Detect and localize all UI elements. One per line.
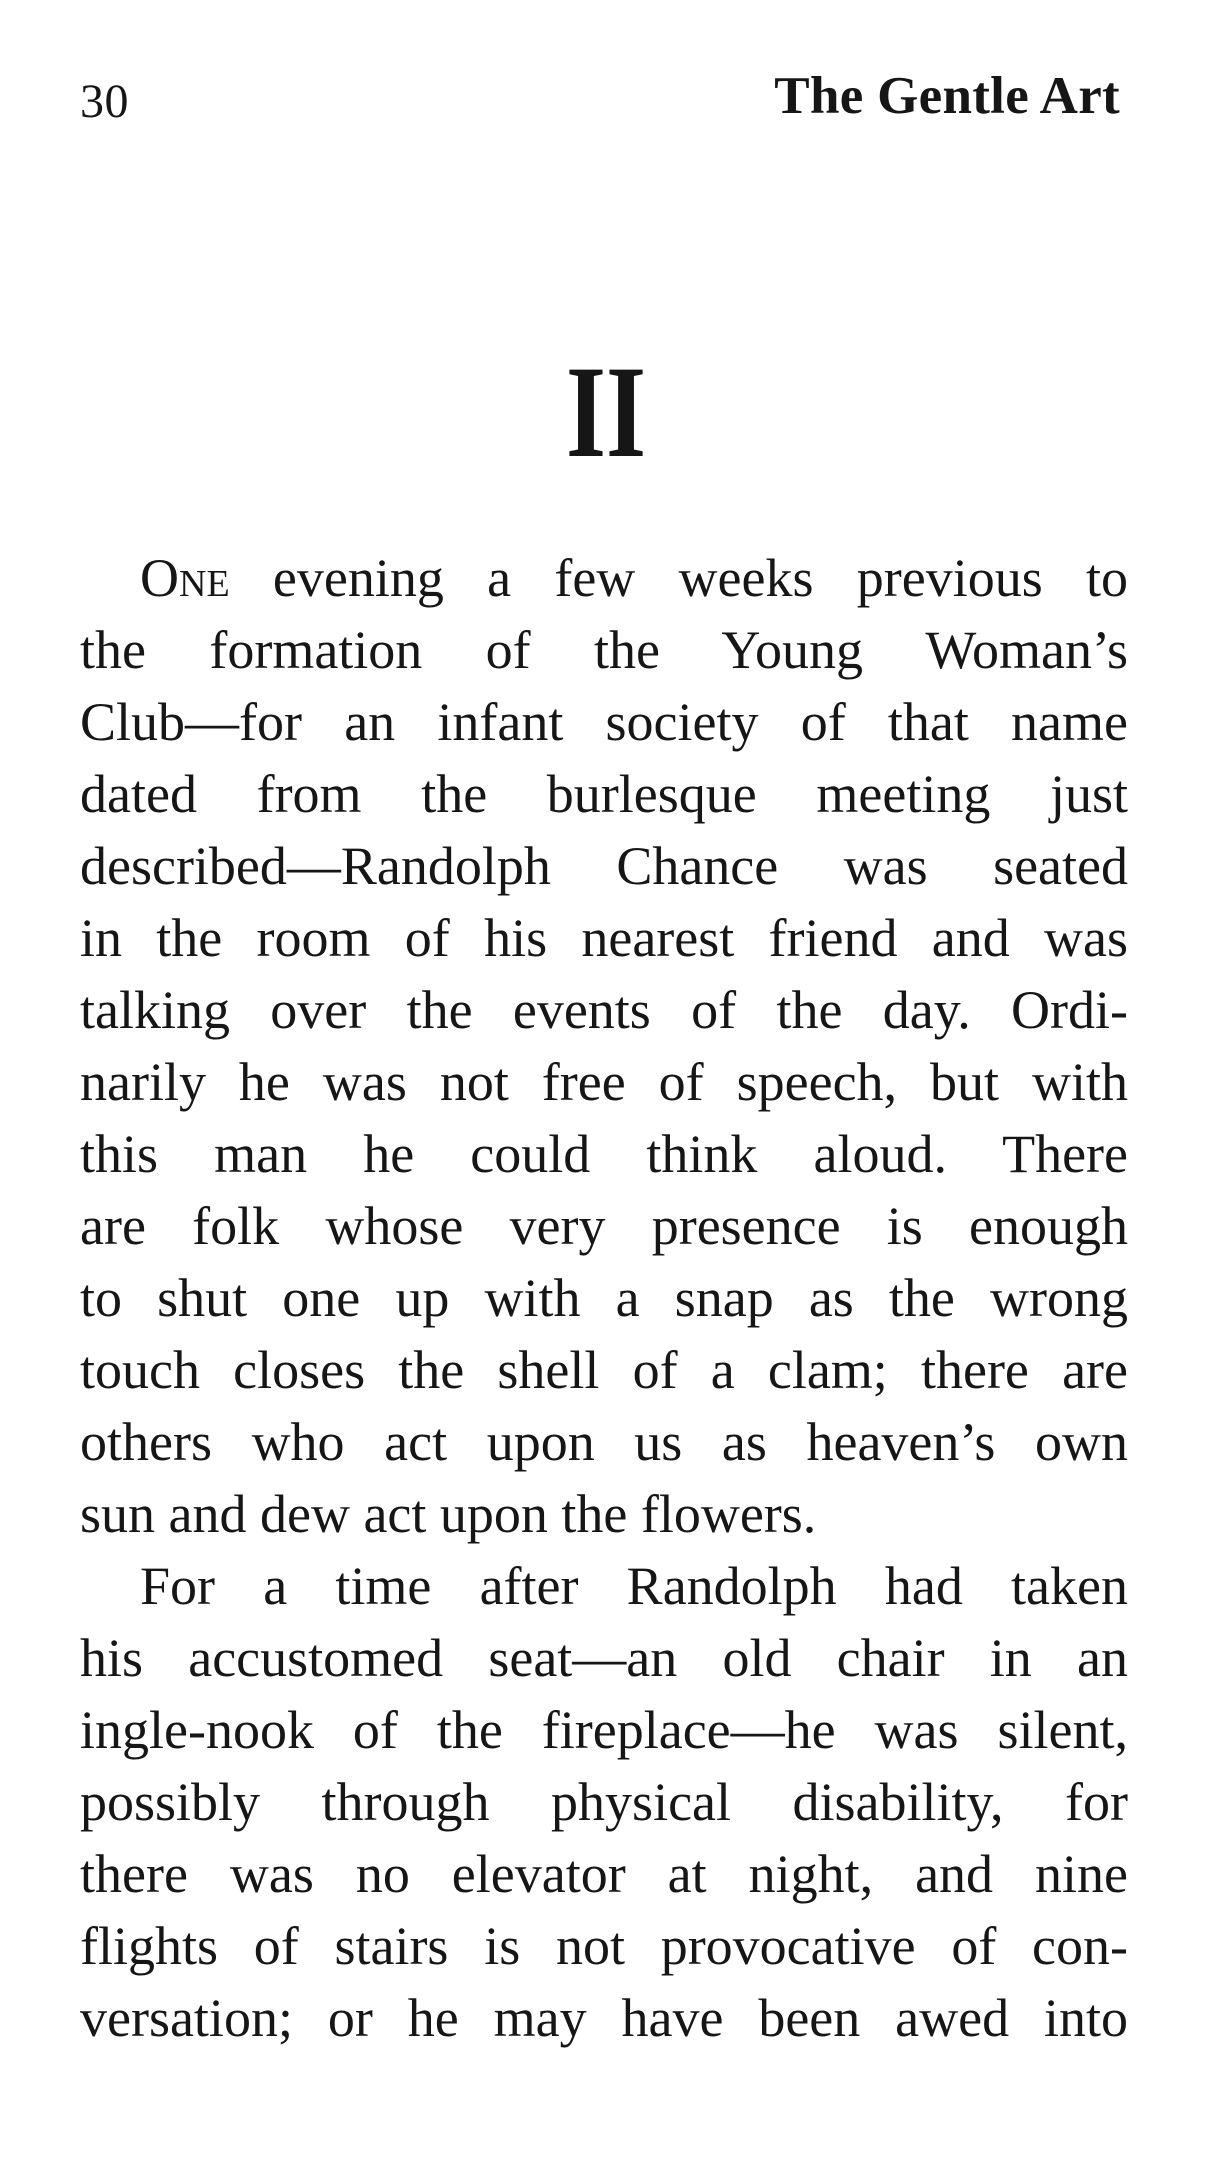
text-line: narily he was not free of speech, but with <box>80 1052 1128 1112</box>
text-line: Club—for an infant society of that name <box>80 692 1128 752</box>
text-line: One evening a few weeks previous to <box>140 548 1128 608</box>
text-line: his accustomed seat—an old chair in an <box>80 1628 1128 1688</box>
text-line: dated from the burlesque meeting just <box>80 764 1128 824</box>
text-line: versation; or he may have been awed into <box>80 1988 1128 2048</box>
chapter-number: II <box>565 338 647 485</box>
text-line: sun and dew act upon the flowers. <box>80 1484 817 1544</box>
text-line: flights of stairs is not provocative of con- <box>80 1916 1128 1976</box>
text-line: ingle-nook of the fireplace—he was silent, <box>80 1700 1128 1760</box>
text-line: the formation of the Young Woman’s <box>80 620 1128 680</box>
text-line: this man he could think aloud. There <box>80 1124 1128 1184</box>
body-text <box>80 542 1128 2054</box>
drop-word: One <box>140 548 230 608</box>
running-title: The Gentle Art <box>774 67 1120 125</box>
text-line: in the room of his nearest friend and was <box>80 908 1128 968</box>
text-line: others who act upon us as heaven’s own <box>80 1412 1128 1472</box>
text-line: there was no elevator at night, and nine <box>80 1844 1128 1904</box>
text-line: talking over the events of the day. Ordi- <box>80 980 1128 1040</box>
text-line: to shut one up with a snap as the wrong <box>80 1268 1128 1328</box>
text-line: touch closes the shell of a clam; there are <box>80 1340 1128 1400</box>
page-number: 30 <box>80 75 129 128</box>
text-line: are folk whose very presence is enough <box>80 1196 1128 1256</box>
text-line: possibly through physical disability, for <box>80 1772 1128 1832</box>
text-line: For a time after Randolph had taken <box>140 1556 1128 1616</box>
text-line: described—Randolph Chance was seated <box>80 836 1128 896</box>
